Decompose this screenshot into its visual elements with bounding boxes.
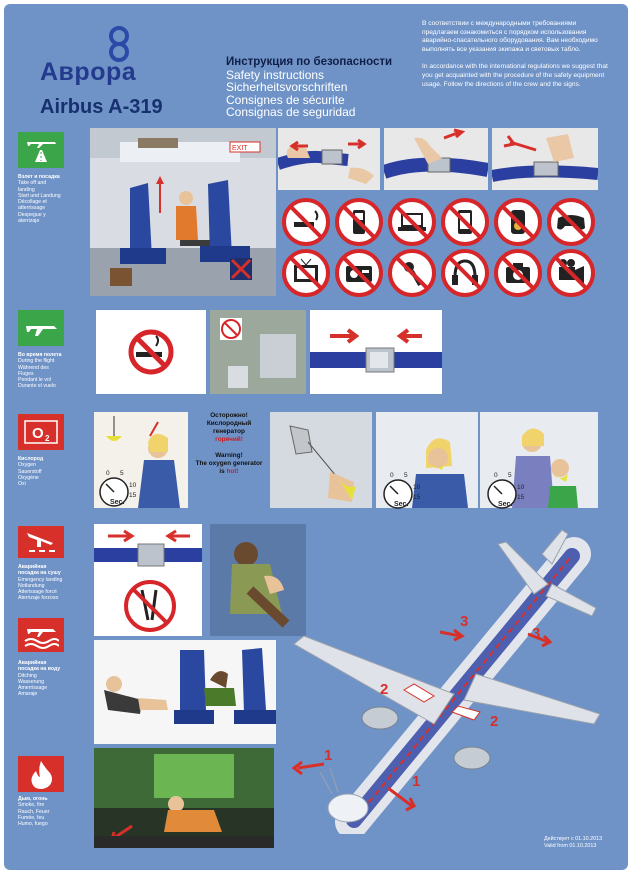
camera-icon (494, 249, 542, 297)
oxygen-warning-text: Осторожно! Кислородный генератор горячий! Warning! The oxygen generator is hot! (195, 412, 263, 475)
timer-tick-5: 5 (404, 472, 408, 479)
exit-number-1-left: 1 (324, 747, 333, 764)
exit-sign: EXIT (232, 145, 248, 152)
ditching-label: Аварийная посадка на воду Ditching Wasserung Amerrissage Amaraje (18, 660, 61, 698)
exit-number-3-right: 3 (532, 625, 541, 642)
lavatory-no-smoking-panel (210, 310, 306, 394)
pda-icon (494, 198, 542, 246)
takeoff-label: Взлет и посадка Take off and landing Start und Landung Décollage et atterrissage Despegue y aterrizaje (18, 174, 61, 225)
oxygen-subscript: 2 (45, 434, 50, 443)
smoke-label: Дым, огонь Smoke, fire Rauch, Feuer Fumée, feu Humo, fuego (18, 796, 50, 828)
timer-tick-5: 5 (120, 470, 124, 477)
timer-unit: Sec. (498, 501, 513, 508)
aircraft-exits-diagram (284, 524, 614, 834)
oxygen-icon-box (18, 414, 64, 450)
video-camera-icon (547, 249, 595, 297)
intro-en: In accordance with the international regulations we suggest that you get acquainted with the procedure of the safety equipment usage. Follow the directions of the crew and the signs. (422, 63, 608, 88)
headphones-icon (441, 249, 489, 297)
seatbelt-fastened-panel (310, 310, 442, 394)
exit-number-3-left: 3 (460, 613, 469, 630)
exit-number-1-right: 1 (412, 773, 421, 790)
card-titles (226, 56, 392, 119)
title-ru: Инструкция по безопасности (226, 56, 393, 68)
brand-name: Аврора (40, 58, 137, 86)
title-de: Sicherheitsvorschriften (226, 80, 348, 94)
timer-unit: Sec. (110, 499, 125, 506)
timer-tick-5: 5 (508, 472, 512, 479)
no-smoking-icon (282, 198, 330, 246)
timer-tick-15: 15 (129, 492, 137, 499)
microphone-icon (388, 249, 436, 297)
oxygen-badge-icon (23, 419, 59, 445)
timer-dial-icon (382, 466, 430, 510)
ditching-icon-box (18, 618, 64, 652)
water-landing-icon (23, 621, 59, 649)
valid-from-en: Valid from 01.10.2013 (544, 843, 597, 849)
timer-tick-15: 15 (517, 494, 525, 501)
no-smoking-panel (96, 310, 206, 394)
cabin-seat-illustration (90, 128, 276, 296)
timer-unit: Sec. (394, 501, 409, 508)
timer-tick-10: 10 (517, 484, 525, 491)
timer-tick-10: 10 (129, 482, 137, 489)
flight-label: Во время полета During the flight Während des Fluges Pendant le vol Durante el vuelo (18, 352, 62, 390)
timer-dial-icon (486, 466, 534, 510)
laptop-icon (388, 198, 436, 246)
timer-tick-0: 0 (390, 472, 394, 479)
mobile-phone-icon (335, 198, 383, 246)
intro-ru: В соответствии с международными требованиями предлагаем ознакомиться с порядком использования аварийно-спасательного оборудования. Вам необходимо выполнять все указания экипажа и световых табло. (422, 20, 598, 53)
takeoff-plane-icon (23, 136, 59, 164)
belt-release-panel (492, 128, 598, 190)
belt-and-no-tie-panel (94, 524, 202, 636)
oxygen-generator-panel (270, 412, 372, 508)
fire-icon-box (18, 756, 64, 792)
timer-tick-0: 0 (106, 470, 110, 477)
title-fr: Consignes de sécurite (226, 92, 345, 107)
exit-number-2-right: 2 (490, 713, 499, 730)
ditching-brace-panel (94, 640, 276, 744)
flight-icon-box (18, 310, 64, 346)
safety-card (4, 4, 628, 870)
valid-from-ru: Действует с 01.10.2013 (544, 836, 603, 842)
timer-tick-0: 0 (494, 472, 498, 479)
intro-text (422, 20, 608, 98)
timer-tick-10: 10 (413, 484, 421, 491)
flame-icon (26, 759, 56, 789)
smoke-crawl-panel (94, 748, 274, 848)
oxygen-symbol: O (32, 425, 44, 442)
crash-landing-icon (23, 529, 59, 555)
belt-fasten-panel (278, 128, 380, 190)
emergency-label: Аварийная посадка на сушу Emergency landing Notlandung Atterissage forcé Aterrizaje forzoso (18, 564, 63, 602)
timer-tick-15: 15 (413, 494, 421, 501)
aircraft-model: Airbus A-319 (40, 96, 163, 118)
title-es: Consignas de seguridad (226, 105, 356, 119)
validity-footer (544, 836, 602, 850)
emergency-icon-box (18, 526, 64, 558)
takeoff-icon-box (18, 132, 64, 168)
tv-icon (282, 249, 330, 297)
cruise-plane-icon (23, 316, 59, 340)
timer-dial-icon (98, 464, 146, 508)
oxygen-label: Кислород Oxygen Sauerstoff Oxygène Oxi (18, 456, 44, 488)
smartphone-icon (441, 198, 489, 246)
game-controller-icon (547, 198, 595, 246)
exit-number-2-left: 2 (380, 681, 389, 698)
belt-tighten-panel (384, 128, 488, 190)
radio-icon (335, 249, 383, 297)
title-en: Safety instructions (226, 67, 325, 82)
